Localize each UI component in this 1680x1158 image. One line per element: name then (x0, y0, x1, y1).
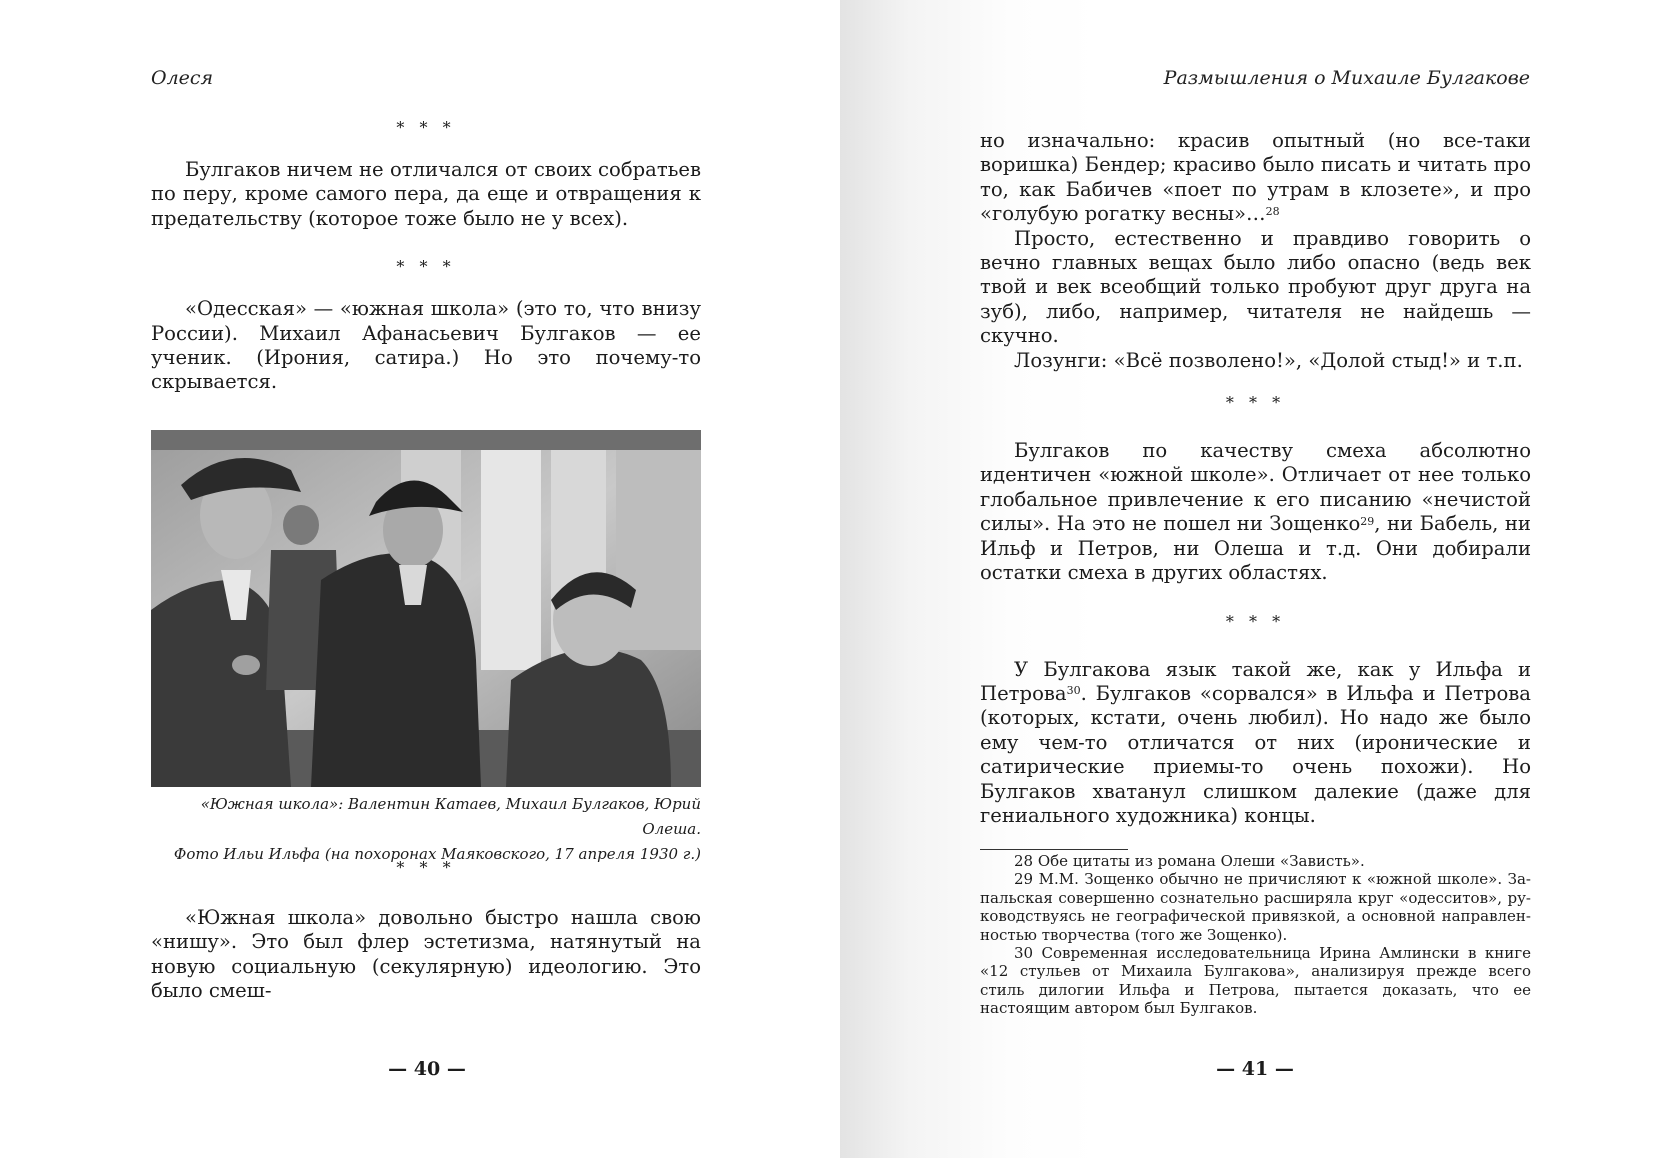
paragraph-text: . Булгаков «сорвался» в Ильфа и Петрова (которых, кстати, очень любил). Но надо же было ему чем-то отличатся от них (иронические и сатирические приемы-то очень похожи). Но Булгаков хватанул слишком далекие (даже для гениального художника) концы. (980, 681, 1531, 827)
paragraph-text: но изначально: красив опытный (но все-таки воришка) Бендер; красиво было писать и читать про то, как Бабичев «поет по утрам в клозете», и про «голубую рогатку весны»… (980, 129, 1531, 226)
paragraph-text: Булгаков по качеству смеха абсолютно идентичен «южной школе». Отличает от нее только глобальное привлечение к его писанию «нечистой силы». На это не пошел ни Зощенко (980, 439, 1531, 536)
paragraph (980, 658, 1531, 829)
footnote-ref: 30 (1066, 684, 1081, 698)
footnote: 29 М.М. Зощенко обычно не причисляют к «южной школе». Запальская совершенно сознательно расширяла круг «одесситов», руководствуясь не географической привязкой, а основной направленностью творчества (того же Зощенко). (980, 870, 1531, 944)
text-block-right (980, 129, 1531, 828)
paragraph: «Южная школа» довольно быстро нашла свою «нишу». Это был флер эстетизма, натянутый на новую социальную (секулярную) идеологию. Это было смеш- (151, 906, 701, 1003)
photo-caption (151, 792, 701, 867)
paragraph (980, 129, 1531, 227)
photo-southern-school (151, 430, 701, 787)
paragraph: Булгаков ничем не отличался от своих собратьев по перу, кроме самого пера, да еще и отвращения к предательству (которое тоже было не у всех). (151, 158, 701, 230)
running-header-left: Олеся (151, 67, 214, 89)
paragraph (980, 439, 1531, 585)
section-separator: * * * (1225, 393, 1286, 413)
footnote-ref: 28 (1265, 204, 1280, 218)
footnote: 28 Обе цитаты из романа Олеши «Зависть». (1014, 852, 1365, 870)
running-header-right: Размышления о Михаиле Булгакове (1163, 67, 1530, 89)
page-number: — 41 — (1216, 1058, 1294, 1080)
text-block-top (151, 118, 701, 395)
paragraph-text: , ни Бабель, ни Ильф и Петров, ни Олеша и т.д. Они добирали остатки смеха в других областях. (980, 512, 1531, 585)
caption-line: «Южная школа»: Валентин Катаев, Михаил Булгаков, Юрий Олеша. (200, 795, 701, 838)
paragraph: «Одесская» — «южная школа» (это то, что внизу России). Михаил Афанасьевич Булгаков — ее ученик. (Ирония, сатира.) Но это почему-то скрывается. (151, 297, 701, 394)
paragraph: Лозунги: «Всё позволено!», «Долой стыд!» и т.п. (1014, 348, 1523, 372)
section-separator: * * * (396, 257, 456, 277)
text-block-bottom (151, 858, 701, 1004)
paragraph: Просто, естественно и правдиво говорить о вечно главных вещах было либо опасно (ведь век твой и век всеобщий только пробуют друг друга на зуб), либо, например, читателя не найдешь — скучно. (980, 226, 1531, 348)
footnote: 30 Современная исследовательница Ирина Амлински в книге «12 стульев от Михаила Булгакова», анализируя прежде всего стиль дилогии Ильфа и Петрова, пытается доказать, что ее настоящим автором был Булгаков. (980, 944, 1531, 1018)
footnotes (980, 852, 1531, 1018)
section-separator: * * * (396, 118, 456, 137)
caption-line: Фото Ильи Ильфа (на похоронах Маяковского, 17 апреля 1930 г.) (173, 845, 701, 863)
section-separator: * * * (396, 858, 456, 877)
section-separator: * * * (1225, 611, 1286, 631)
footnote-ref: 29 (1360, 514, 1375, 528)
footnote-rule (980, 849, 1128, 850)
paragraph-text: У Булгакова язык такой же, как у Ильфа и Петрова (980, 657, 1531, 705)
page-number: — 40 — (388, 1058, 466, 1080)
